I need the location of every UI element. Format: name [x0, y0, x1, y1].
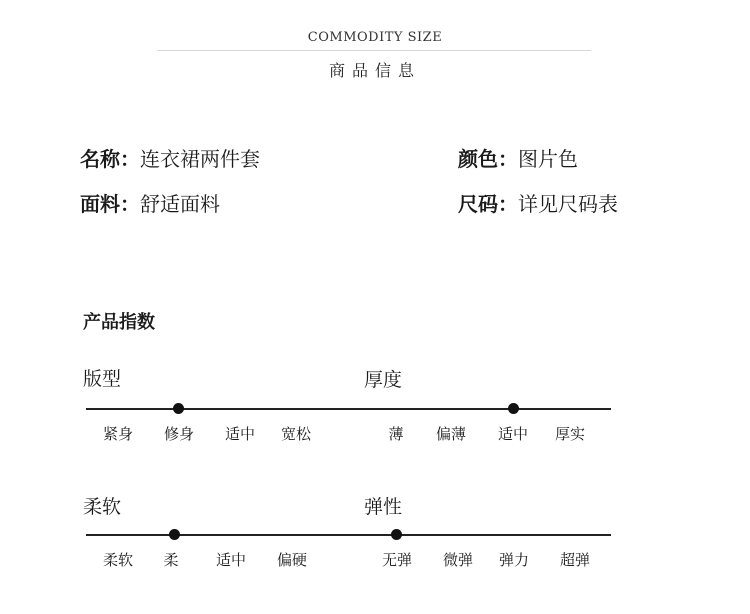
- product-index-title: 产品指数: [83, 312, 155, 333]
- header-title-en: COMMODITY SIZE: [307, 30, 443, 45]
- elasticity-selected-dot: [391, 529, 402, 540]
- info-color: [458, 143, 578, 172]
- fit-level: 宽松: [280, 425, 311, 443]
- elasticity-label: 弹性: [364, 496, 403, 518]
- info-name-value: 连衣裙两件套: [140, 147, 260, 171]
- fit-level: 适中: [224, 425, 255, 443]
- elasticity-level: 弹力: [498, 551, 529, 569]
- softness-level: 偏硬: [276, 551, 307, 569]
- elasticity-level: 无弹: [381, 551, 412, 569]
- header-divider: [157, 50, 591, 51]
- thickness-label: 厚度: [364, 369, 403, 391]
- info-fabric-value: 舒适面料: [140, 192, 220, 216]
- softness-level: 适中: [215, 551, 246, 569]
- fit-selected-dot: [173, 403, 184, 414]
- info-size-key: 尺码：: [458, 192, 518, 216]
- fit-scale-line: [86, 408, 346, 410]
- elasticity-scale-line: [346, 534, 611, 536]
- thickness-level: 薄: [388, 425, 404, 443]
- thickness-level: 厚实: [554, 425, 585, 443]
- thickness-level: 偏薄: [435, 425, 466, 443]
- thickness-scale-line: [346, 408, 611, 410]
- thickness-selected-dot: [508, 403, 519, 414]
- info-size: [458, 188, 618, 217]
- info-color-key: 颜色：: [458, 147, 518, 171]
- fit-label: 版型: [83, 368, 122, 390]
- info-name: [80, 143, 260, 172]
- softness-selected-dot: [169, 529, 180, 540]
- info-name-key: 名称：: [80, 147, 140, 171]
- info-fabric-key: 面料：: [80, 192, 140, 216]
- softness-level: 柔: [163, 551, 179, 569]
- softness-scale-line: [86, 534, 346, 536]
- elasticity-level: 微弹: [442, 551, 473, 569]
- fit-level: 紧身: [102, 425, 133, 443]
- header-title-cn: 商品信息: [328, 61, 421, 80]
- fit-level: 修身: [163, 425, 194, 443]
- info-color-value: 图片色: [518, 147, 578, 171]
- thickness-level: 适中: [497, 425, 528, 443]
- softness-level: 柔软: [102, 551, 133, 569]
- softness-label: 柔软: [83, 496, 122, 518]
- info-fabric: [80, 188, 220, 217]
- elasticity-level: 超弹: [559, 551, 590, 569]
- info-size-value: 详见尺码表: [518, 192, 618, 216]
